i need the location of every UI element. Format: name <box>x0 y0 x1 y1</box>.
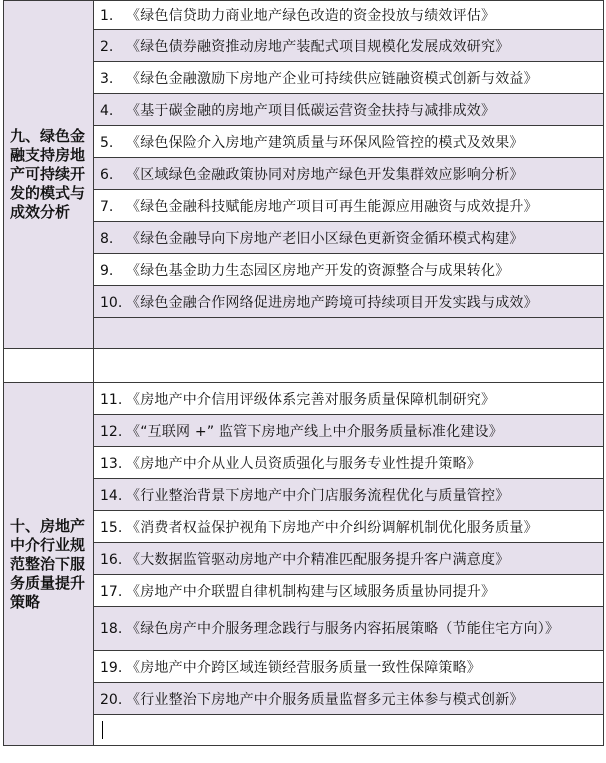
topic-row[interactable] <box>94 479 604 511</box>
topic-row[interactable] <box>94 415 604 447</box>
topic-row[interactable] <box>94 511 604 543</box>
topic-title: 《绿色基金助力生态园区房地产开发的资源整合与成果转化》 <box>126 262 510 279</box>
topic-row[interactable] <box>94 543 604 575</box>
topic-title: 《行业整治背景下房地产中介门店服务流程优化与质量管控》 <box>126 487 510 504</box>
category-cell-9 <box>4 1 94 349</box>
topic-title: 《绿色信贷助力商业地产绿色改造的资金投放与绩效评估》 <box>126 8 496 24</box>
topic-title: 《房地产中介从业人员资质强化与服务专业性提升策略》 <box>126 455 481 472</box>
topic-row[interactable] <box>94 30 604 62</box>
topic-row[interactable] <box>94 222 604 254</box>
topic-title: 《区域绿色金融政策协同对房地产绿色开发集群效应影响分析》 <box>126 166 524 183</box>
empty-cell[interactable] <box>94 318 604 349</box>
topic-title: 《绿色债券融资推动房地产装配式项目规模化发展成效研究》 <box>126 38 510 55</box>
topic-title: 《行业整治下房地产中介服务质量监督多元主体参与模式创新》 <box>126 691 524 708</box>
topic-title: 《绿色金融导向下房地产老旧小区绿色更新资金循环模式构建》 <box>126 230 524 247</box>
topic-row[interactable] <box>94 158 604 190</box>
topic-title: 《房地产中介信用评级体系完善对服务质量保障机制研究》 <box>126 391 496 408</box>
topic-title: 《消费者权益保护视角下房地产中介纠纷调解机制优化服务质量》 <box>126 519 538 536</box>
topic-row[interactable] <box>94 190 604 222</box>
topic-number: 8. <box>100 230 114 247</box>
topic-number: 19. <box>100 659 123 676</box>
topic-row[interactable] <box>94 383 604 415</box>
empty-cell[interactable] <box>94 349 604 383</box>
topic-title: 《房地产中介跨区域连锁经营服务质量一致性保障策略》 <box>126 659 481 676</box>
empty-category-cell[interactable] <box>4 349 94 383</box>
topic-row[interactable] <box>94 651 604 683</box>
topic-number: 17. <box>100 583 123 600</box>
topic-number: 14. <box>100 487 123 504</box>
text-cursor <box>102 721 103 739</box>
topic-number: 5. <box>100 134 114 151</box>
topic-row[interactable] <box>94 607 604 651</box>
topic-row[interactable] <box>94 62 604 94</box>
topic-title: 《绿色金融科技赋能房地产项目可再生能源应用融资与成效提升》 <box>126 198 538 215</box>
topic-title: 《绿色保险介入房地产建筑质量与环保风险管控的模式及效果》 <box>126 134 524 151</box>
topic-row[interactable] <box>94 447 604 479</box>
topic-number: 12. <box>100 423 123 440</box>
topic-row[interactable] <box>94 1 604 30</box>
topic-number: 18. <box>100 620 123 637</box>
topic-number: 7. <box>100 198 114 215</box>
topic-title: 《绿色房产中介服务理念践行与服务内容拓展策略（节能住宅方向）》 <box>126 620 560 637</box>
category-cell-10 <box>4 383 94 746</box>
topic-number: 20. <box>100 691 123 708</box>
topic-title: 《“互联网 +” 监管下房地产线上中介服务质量标准化建设》 <box>126 423 503 440</box>
topic-row[interactable] <box>94 683 604 715</box>
topic-row[interactable] <box>94 94 604 126</box>
category-label-9: 九、绿色金融支持房地产可持续开发的模式与成效分析 <box>10 127 86 221</box>
topic-number: 13. <box>100 455 123 472</box>
editable-cell[interactable] <box>94 715 604 746</box>
topic-title: 《绿色金融合作网络促进房地产跨境可持续项目开发实践与成效》 <box>126 294 538 311</box>
topic-number: 1. <box>100 8 114 24</box>
topic-number: 10. <box>100 294 123 311</box>
topic-row[interactable] <box>94 126 604 158</box>
category-label-10: 十、房地产中介行业规范整治下服务质量提升策略 <box>10 516 86 611</box>
topic-table <box>3 0 604 746</box>
topic-row[interactable] <box>94 254 604 286</box>
topic-title: 《房地产中介联盟自律机制构建与区域服务质量协同提升》 <box>126 583 496 600</box>
topic-title: 《基于碳金融的房地产项目低碳运营资金扶持与减排成效》 <box>126 102 496 119</box>
topic-number: 3. <box>100 70 114 87</box>
topic-row[interactable] <box>94 286 604 318</box>
topic-number: 4. <box>100 102 114 119</box>
topic-title: 《绿色金融激励下房地产企业可持续供应链融资模式创新与效益》 <box>126 70 538 87</box>
topic-number: 2. <box>100 38 114 55</box>
topic-number: 16. <box>100 551 123 568</box>
topic-number: 11. <box>100 391 123 408</box>
topic-number: 15. <box>100 519 123 536</box>
topic-row[interactable] <box>94 575 604 607</box>
topic-number: 9. <box>100 262 114 279</box>
topic-title: 《大数据监管驱动房地产中介精准匹配服务提升客户满意度》 <box>126 551 510 568</box>
topic-number: 6. <box>100 166 114 183</box>
